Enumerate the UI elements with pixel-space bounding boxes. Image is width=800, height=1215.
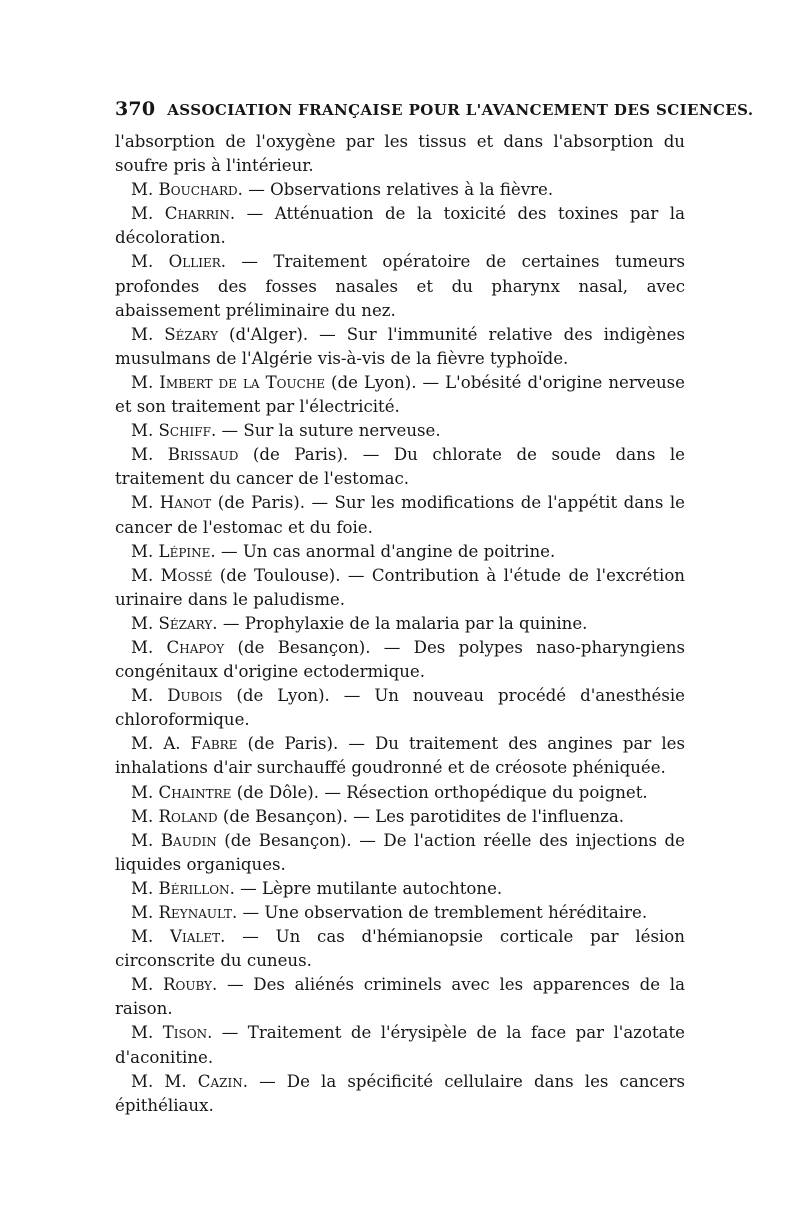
running-head	[115, 98, 754, 120]
page	[115, 98, 754, 1118]
communications-list	[115, 130, 685, 1118]
list-item: M. Lépine. — Un cas anormal d'angine de poitrine.	[131, 541, 556, 561]
list-item: M. Charrin. — Atténuation de la toxicité des toxines par la décoloration.	[115, 204, 685, 248]
author-name: Lépine	[158, 541, 211, 561]
author-name: Imbert de la Touche	[159, 372, 326, 392]
list-item: M. Chaintre (de Dôle). — Résection orthopédique du poignet.	[131, 782, 648, 802]
list-item: l'absorption de l'oxygène par les tissus et dans l'absorption du soufre pris à l'intérieur.	[115, 132, 685, 176]
list-item: M. Sézary. — Prophylaxie de la malaria par la quinine.	[131, 613, 588, 633]
list-item: M. Bérillon. — Lèpre mutilante autochtone.	[131, 878, 503, 898]
list-item: M. Vialet. — Un cas d'hémianopsie corticale par lésion circonscrite du cuneus.	[115, 927, 685, 971]
author-name: Tison	[162, 1023, 208, 1043]
author-name: Baudin	[160, 830, 217, 850]
list-item: M. Mossé (de Toulouse). — Contribution à l'étude de l'excrétion urinaire dans le paludisme.	[115, 565, 685, 609]
author-name: Hanot	[159, 493, 212, 513]
author-name: Sézary	[158, 613, 213, 633]
author-name: Rouby	[163, 975, 212, 995]
author-name: Chaintre	[158, 782, 232, 802]
list-item: M. Dubois (de Lyon). — Un nouveau procédé d'anesthésie chloroformique.	[115, 686, 685, 730]
author-name: Bérillon	[158, 878, 230, 898]
page-number: 370	[115, 98, 156, 120]
author-name: Fabre	[190, 734, 238, 754]
author-name: Roland	[158, 806, 218, 826]
list-item: M. Sézary (d'Alger). — Sur l'immunité relative des indigènes musulmans de l'Algérie vis-à-vis de la fièvre typhoïde.	[115, 324, 685, 368]
list-item: M. Reynault. — Une observation de tremblement héréditaire.	[131, 903, 648, 922]
list-item: M. Ollier. — Traitement opératoire de certaines tumeurs profondes des fosses nasales et du pharynx nasal, avec abaissement préliminaire du nez.	[115, 252, 685, 320]
running-title: ASSOCIATION FRANÇAISE POUR L'AVANCEMENT DES SCIENCES.	[167, 101, 754, 119]
list-item: M. Hanot (de Paris). — Sur les modifications de l'appétit dans le cancer de l'estomac et du foie.	[115, 493, 685, 537]
list-item: M. Bouchard. — Observations relatives à la fièvre.	[131, 180, 554, 200]
list-item: M. Brissaud (de Paris). — Du chlorate de soude dans le traitement du cancer de l'estomac.	[115, 445, 685, 489]
list-item: M. Roland (de Besançon). — Les parotidites de l'influenza.	[131, 806, 625, 826]
list-item: M. Baudin (de Besançon). — De l'action réelle des injections de liquides organiques.	[115, 830, 685, 874]
list-item: M. Chapoy (de Besançon). — Des polypes naso-pharyngiens congénitaux d'origine ectodermique.	[115, 637, 685, 682]
list-item: M. Tison. — Traitement de l'érysipèle de la face par l'azotate d'aconitine.	[115, 1023, 685, 1067]
author-name: Schiff	[158, 421, 211, 441]
list-item: M. Rouby. — Des aliénés criminels avec les apparences de la raison.	[115, 975, 685, 1019]
author-name: Brissaud	[167, 445, 239, 465]
author-name: Reynault	[158, 903, 232, 922]
author-name: Bouchard	[158, 180, 238, 200]
list-item: M. Schiff. — Sur la suture nerveuse.	[131, 421, 441, 441]
author-name: Vialet	[170, 927, 221, 947]
author-name: Chapoy	[166, 637, 225, 657]
list-item: M. M. Cazin. — De la spécificité cellulaire dans les cancers épithéliaux.	[115, 1071, 685, 1115]
list-item: M. Imbert de la Touche (de Lyon). — L'obésité d'origine nerveuse et son traitement par l'électricité.	[115, 372, 685, 417]
author-name: Dubois	[167, 686, 223, 706]
author-name: Cazin	[197, 1071, 243, 1091]
author-name: Sézary	[164, 324, 219, 344]
author-name: Mossé	[160, 565, 213, 585]
author-name: Ollier	[168, 252, 221, 272]
author-name: Charrin	[164, 204, 230, 224]
list-item: M. A. Fabre (de Paris). — Du traitement des angines par les inhalations d'air surchauffé goudronné et de créosote phéniquée.	[115, 734, 686, 778]
